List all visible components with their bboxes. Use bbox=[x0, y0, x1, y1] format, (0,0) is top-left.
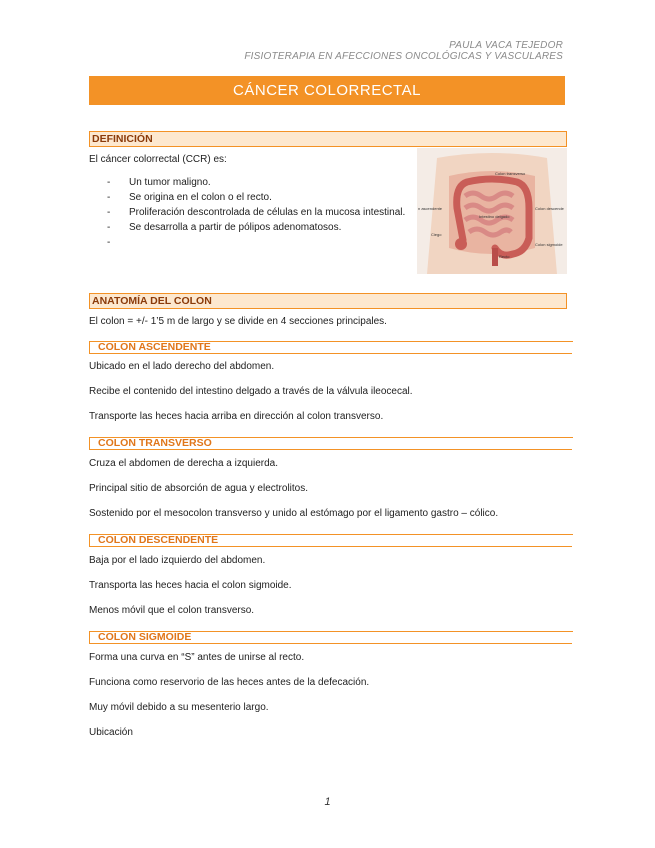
paragraph: Ubicado en el lado derecho del abdomen. bbox=[89, 361, 275, 372]
subheading-colon-transverso: COLON TRANSVERSO bbox=[89, 437, 572, 450]
list-item: - Se desarrolla a partir de pólipos adenomatosos. bbox=[107, 222, 342, 233]
paragraph: Muy móvil debido a su mesenterio largo. bbox=[89, 702, 269, 713]
anatomia-intro: El colon = +/- 1’5 m de largo y se divide en 4 secciones principales. bbox=[89, 316, 387, 327]
definicion-intro: El cáncer colorrectal (CCR) es: bbox=[89, 154, 227, 165]
list-item: - Se origina en el colon o el recto. bbox=[107, 192, 272, 203]
paragraph: Transporta las heces hacia el colon sigmoide. bbox=[89, 580, 292, 591]
subheading-colon-descendente: COLON DESCENDENTE bbox=[89, 534, 572, 547]
figure-label-small-intestine: Intestino delgado bbox=[479, 214, 510, 219]
figure-label-cecum: Ciego bbox=[431, 232, 442, 237]
list-item: - Proliferación descontrolada de células en la mucosa intestinal. bbox=[107, 207, 406, 218]
page-number: 1 bbox=[324, 796, 331, 808]
paragraph: Principal sitio de absorción de agua y electrolitos. bbox=[89, 483, 309, 494]
figure-label-ascending: n ascendente bbox=[418, 206, 443, 211]
header-course: FISIOTERAPIA EN AFECCIONES ONCOLÓGICAS Y VASCULARES bbox=[244, 51, 563, 62]
paragraph: Funciona como reservorio de las heces antes de la defecación. bbox=[89, 677, 370, 688]
paragraph: Ubicación bbox=[89, 727, 133, 738]
list-item: - bbox=[107, 237, 111, 248]
paragraph: Menos móvil que el colon transverso. bbox=[89, 605, 255, 616]
paragraph: Forma una curva en “S” antes de unirse al recto. bbox=[89, 652, 305, 663]
document-title: CÁNCER COLORRECTAL bbox=[89, 76, 565, 105]
definicion-bullet-list bbox=[107, 177, 407, 252]
figure-label-descending: Colon descende bbox=[535, 206, 564, 211]
paragraph: Sostenido por el mesocolon transverso y unido al estómago por el ligamento gastro – cólico. bbox=[89, 508, 499, 519]
section-heading-anatomia: ANATOMÍA DEL COLON bbox=[89, 293, 567, 309]
figure-label-sigmoid: Colon sigmoide bbox=[535, 242, 563, 247]
subheading-colon-sigmoide: COLON SIGMOIDE bbox=[89, 631, 572, 644]
colon-anatomy-illustration bbox=[417, 148, 567, 274]
section-heading-definicion: DEFINICIÓN bbox=[89, 131, 567, 147]
paragraph: Recibe el contenido del intestino delgado a través de la válvula ileocecal. bbox=[89, 386, 413, 397]
paragraph: Transporte las heces hacia arriba en dirección al colon transverso. bbox=[89, 411, 384, 422]
figure-label-rectum: Recto bbox=[499, 254, 510, 259]
paragraph: Cruza el abdomen de derecha a izquierda. bbox=[89, 458, 279, 469]
paragraph: Baja por el lado izquierdo del abdomen. bbox=[89, 555, 266, 566]
figure-label-transverse: Colon transverso bbox=[495, 171, 526, 176]
subheading-colon-ascendente: COLON ASCENDENTE bbox=[89, 341, 572, 354]
header-author: PAULA VACA TEJEDOR bbox=[449, 40, 563, 51]
list-item: - Un tumor maligno. bbox=[107, 177, 211, 188]
